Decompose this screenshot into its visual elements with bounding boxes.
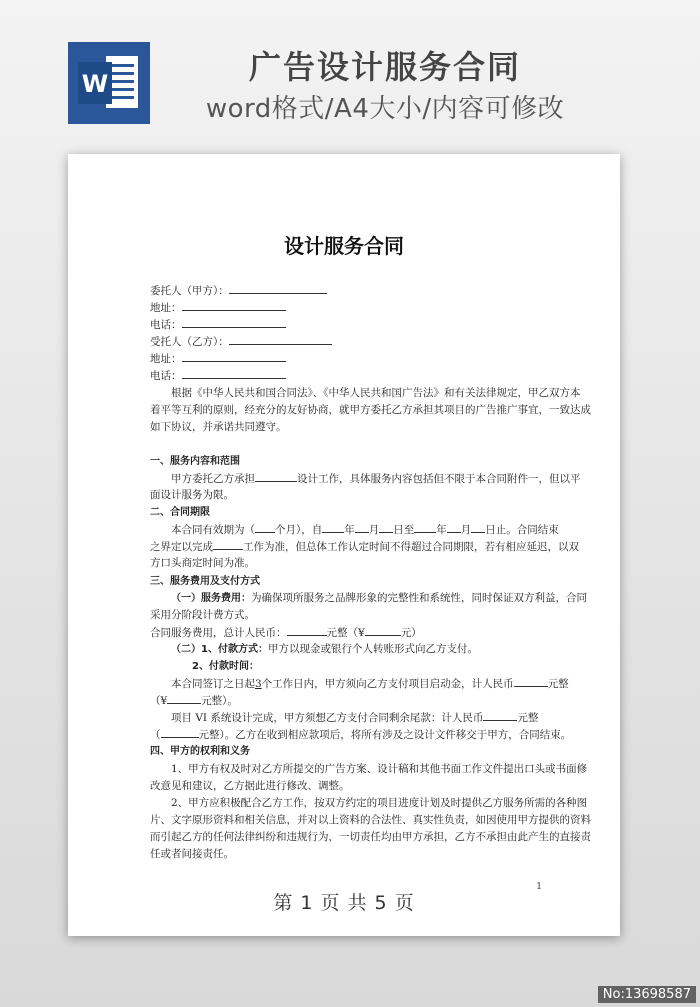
s1-text-b: 设计工作，具体服务内容包括但不限于本合同附件一，但以平 [297, 472, 581, 485]
contractor-blank [229, 333, 332, 345]
deposit-yen-b: 元整）。 [201, 695, 238, 708]
s1-line-2: 面设计服务为限。 [150, 489, 234, 502]
address-label-1: 地址： [150, 302, 182, 315]
fee-text: 为确保项所服务之品牌形象的完整性和系统性，同时保证双方利益，合同 [251, 591, 587, 604]
pay-time-text-c: 元整 [547, 678, 569, 691]
total-blank-1 [287, 624, 327, 636]
document-page [68, 154, 620, 936]
document-body [150, 282, 591, 863]
address-field-1 [150, 299, 542, 316]
s1-text-a: 甲方委托乙方承担 [171, 472, 255, 485]
s2-text-c: 之界定以完成 [150, 541, 213, 554]
section-3-heading: 三、服务费用及支付方式 [150, 575, 260, 587]
s1-blank [255, 470, 297, 482]
fee-line-1 [150, 590, 587, 607]
final-pay-text-b: 元整 [517, 712, 539, 725]
final-yen-blank [161, 726, 199, 738]
end-day-blank [471, 521, 485, 533]
s4-line-4: 片、文字原形资料和相关信息，并对以上资料的合法性、真实性负责，如因使用甲方提供的资料 [150, 813, 591, 826]
month-1: 月 [368, 524, 380, 537]
pay-method-label: （二）1、付款方式： [171, 643, 268, 655]
pay-time-line-4 [150, 726, 572, 743]
client-blank [229, 282, 327, 294]
document-title: 设计服务合同 [284, 234, 404, 258]
s2-text-a: 本合同有效期为（ [171, 524, 255, 537]
deposit-yen-a: （¥ [150, 695, 168, 708]
address-label-2: 地址： [150, 353, 182, 366]
fee-label: （一）服务费用： [171, 592, 251, 604]
intro-line-1: 根据《中华人民共和国合同法》、《中华人民共和国广告法》和有关法律规定，甲乙双方本 [171, 386, 581, 399]
s1-line-1 [150, 470, 581, 487]
deposit-yen-blank [167, 692, 201, 704]
s4-line-1: 1、甲方有权及时对乙方所提交的广告方案、设计稿和其他书面工作文件提出口头或书面修 [171, 762, 588, 775]
day-1: 日至 [393, 524, 415, 537]
start-month-blank [355, 521, 369, 533]
pay-time-line-1 [150, 675, 569, 692]
banner-title: 广告设计服务合同 [248, 48, 521, 86]
address-field-2 [150, 350, 542, 367]
workday-count: 3 [255, 678, 262, 691]
total-line [150, 624, 542, 641]
final-yen-a: （ [150, 729, 161, 742]
deposit-blank [514, 675, 548, 687]
s4-line-5: 而引起乙方的任何法律纠纷和违规行为，一切责任均由甲方承担，乙方不承担由此产生的直接责 [150, 830, 591, 843]
intro-line-2: 着平等互利的原则，经充分的友好协商，就甲方委托乙方承担其项目的广告推广事宜，一致达成 [150, 403, 591, 416]
phone-blank-1 [182, 316, 286, 328]
pay-time-text-a: 本合同签订之日起 [171, 678, 255, 691]
pay-time-label: 2、付款时间： [192, 660, 259, 672]
s4-line-2: 改意见和建议，乙方据此进行修改、调整。 [150, 779, 350, 792]
fee-line-2: 采用分阶段计费方式。 [150, 608, 255, 621]
start-year-blank [322, 521, 344, 533]
client-label: 委托人（甲方）： [150, 285, 229, 297]
page-footer: 第 1 页 共 5 页 [273, 892, 415, 914]
word-document-icon [68, 42, 150, 124]
intro-line-3: 如下协议，并承诺共同遵守。 [150, 420, 287, 433]
final-yen-b: 元整）。乙方在收到相应款项后，将所有涉及之设计文件移交于甲方，合同结束。 [198, 729, 572, 742]
total-text-a: 合同服务费用，总计人民币： [150, 626, 287, 639]
s4-line-6: 任或者间接责任。 [150, 848, 234, 860]
phone-blank-2 [182, 367, 286, 379]
final-pay-blank [483, 709, 517, 721]
word-icon-letter: W [81, 70, 109, 98]
month-2: 月 [460, 524, 472, 537]
pay-time-line-2 [150, 692, 542, 709]
start-day-blank [379, 521, 393, 533]
months-blank [255, 521, 275, 533]
s2-line-3: 方口头商定时间为准。 [150, 557, 255, 570]
s2-line-1 [150, 521, 559, 538]
contractor-field [150, 333, 542, 350]
year-1: 年 [344, 524, 355, 537]
phone-field-1 [150, 316, 542, 333]
end-year-blank [414, 521, 436, 533]
pay-time-line-3 [150, 709, 542, 726]
total-blank-2 [365, 624, 401, 636]
image-id-watermark: No:13698587 [598, 986, 696, 1003]
section-1-heading: 一、服务内容和范围 [150, 455, 240, 467]
address-blank-2 [182, 350, 286, 362]
s2-text-d: 工作为准，但总体工作认定时间不得超过合同期限，若有相应延迟，以双 [243, 541, 579, 554]
final-pay-text-a: 项目 VI 系统设计完成，甲方须想乙方支付合同剩余尾款：计人民币 [171, 712, 484, 725]
year-2: 年 [436, 524, 447, 537]
banner-subtitle: word格式/A4大小/内容可修改 [205, 94, 565, 124]
s2-text-b: 个月），自 [275, 524, 323, 537]
section-2-heading: 二、合同期限 [150, 507, 210, 519]
s2-line-2 [150, 538, 579, 555]
day-2: 日止。合同结束 [485, 524, 559, 537]
phone-field-2 [150, 367, 542, 384]
section-4-heading: 四、甲方的权利和义务 [150, 746, 250, 758]
client-field [150, 282, 542, 299]
pay-method-line [150, 641, 542, 658]
contractor-label: 受托人（乙方）： [150, 336, 229, 349]
pay-method-text: 甲方以现金或银行个人转账形式向乙方支付。 [267, 642, 478, 655]
total-text-b: 元整（¥ [326, 626, 365, 639]
phone-label-1: 电话： [150, 319, 182, 332]
work-blank [213, 538, 243, 550]
total-text-c: 元） [400, 626, 422, 639]
s4-line-3: 2、甲方应积极配合乙方工作，按双方约定的项目进度计划及时提供乙方服务所需的各种图 [171, 796, 588, 809]
page-number: 1 [536, 882, 542, 892]
address-blank-1 [182, 299, 286, 311]
phone-label-2: 电话： [150, 370, 182, 383]
pay-time-text-b: 个工作日内，甲方须向乙方支付项目启动金，计人民币 [261, 678, 514, 691]
end-month-blank [447, 521, 461, 533]
